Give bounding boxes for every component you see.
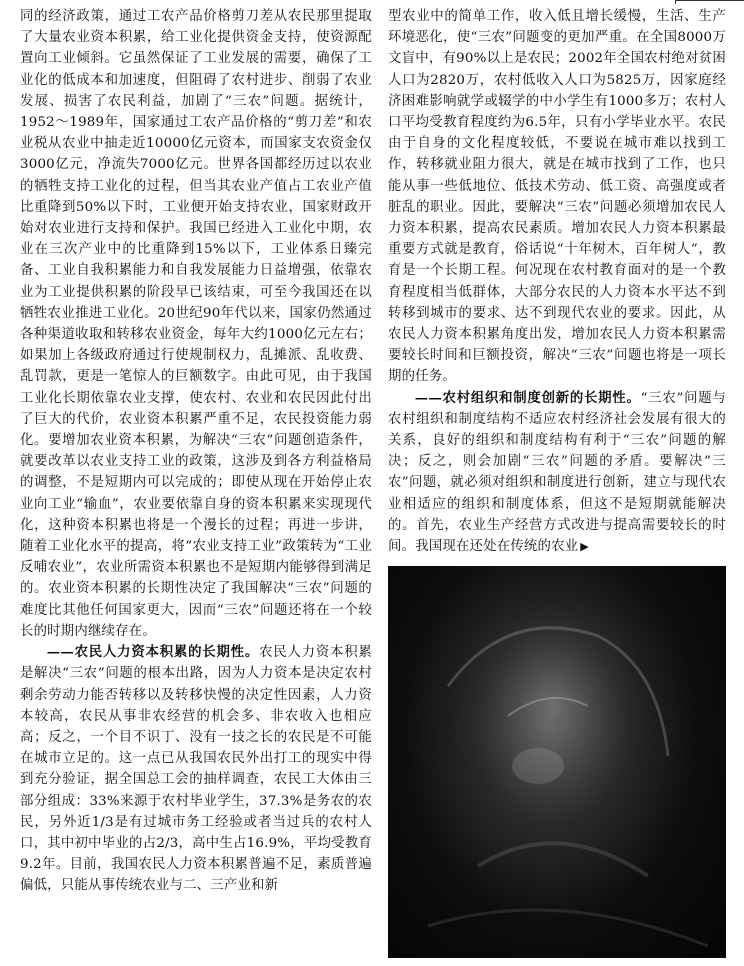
right-column [388, 6, 726, 557]
subheading-organization-innovation: ——农村组织和制度创新的长期性。 [414, 389, 641, 406]
header-rule [675, 0, 744, 4]
dark-photo-illustration [388, 566, 726, 958]
organization-body: “三农”问题与农村组织和制度结构不适应农村经济社会发展有很大的关系，良好的组织和制度结构有利于“三农”问题的解决；反之，则会加剧“三农”问题的矛盾。要解决“三农”问题，就必须对组织和制度进行创新，建立与现代农业相适应的组织和制度体系，但这不是短期就能解决的。首先，农业生产经营方式改进与提高需要较长的时间。我国现在还处在传统的农业 [388, 390, 726, 555]
right-paragraph-human-capital-cont: 型农业中的简单工作，收入低且增长缓慢，生活、生产环境恶化，使“三农”问题变的更加严重。在全国8000万文盲中，有90%以上是农民；2002年全国农村绝对贫困人口为2820万，农村低收入人口为5825万，因家庭经济困难影响就学或辍学的中小学生有1000多万；农村人口平均受教育程度约为6.5年，只有小学毕业水平。农民由于自身的文化程度较低，不要说在城市难以找到工作，转移就业阻力很大，就是在城市找到了工作，也只能从事一些低地位、低技术劳动、低工资、高强度或者脏乱的职业。因此，要解决“三农”问题必须增加农民人力资本积累，提高农民素质。增加农民人力资本积累最重要方式就是教育，俗话说“十年树木，百年树人”，教育是一个长期工程。何况现在农村教育面对的是一个教育程度相当低群体，大部分农民的人力资本水平达不到转移到城市的要求、达不到现代农业的要求。因此，从农民人力资本积累角度出发，增加农民人力资本积累需要较长时间和巨额投资，解决“三农”问题也将是一项长期的任务。 [388, 9, 726, 385]
left-column [20, 6, 372, 897]
left-paragraph-capital-accumulation: 同的经济政策，通过工农产品价格剪刀差从农民那里提取了大量农业资本积累，给工业化提供资金支持，使资源配置向工业倾斜。它虽然保证了工业发展的需要，确保了工业化的低成本和加速度，但阻碍了农村进步、削弱了农业发展、损害了农民利益，加剧了“三农”问题。据统计，1952～1989年，国家通过工农产品价格的“剪刀差”和农业税从农业中抽走近10000亿元资本，而国家支农资金仅3000亿元，净流失7000亿元。世界各国都经历过以农业的牺牲支持工业化的过程，但当其农业产值占工农业产值比重降到50%以下时，工业便开始支持农业，国家财政开始对农业进行支持和保护。我国已经进入工业化中期，农业在三次产业中的比重降到15%以下，工业体系日臻完备、工业自我积累能力和自我发展能力日益增强，依靠农业为工业提供积累的阶段早已该结束，可至今我国还在以牺牲农业推进工业化。20世纪90年代以来，国家仍然通过各种渠道收取和转移农业资金，每年大约1000亿元左右；如果加上各级政府通过行使规制权力，乱摊派、乱收费、乱罚款，更是一笔惊人的巨额数字。由此可见，由于我国工业化长期依靠农业支撑，使农村、农业和农民因此付出了巨大的代价，农业资本积累严重不足，农民投资能力弱化。要增加农业资本积累，为解决“三农”问题创造条件，就要改革以农业支持工业的政策，这涉及到各方利益格局的调整，不是短期内可以完成的；即使从现在开始停止农业向工业“输血”，农业要依靠自身的资本积累来实现现代化，这种资本积累也将是一个漫长的过程；再进一步讲，随着工业化水平的提高，将“农业支持工业”政策转为“工业反哺农业”，农业所需资本积累也不是短期内能够得到满足的。农业资本积累的长期性决定了我国解决“三农”问题的难度比其他任何国家更大，因而“三农”问题还将在一个较长的时期内继续存在。 [20, 9, 372, 639]
human-capital-body: 农民人力资本积累是解决“三农”问题的根本出路，因为人力资本是决定农村剩余劳动力能否转移以及转移快慢的决定性因素，人力资本较高，农民从事非农经营的机会多、非农收入也相应高；反之，一个目不识丁、没有一技之长的农民是不可能在城市立足的。这一点已从我国农民外出打工的现实中得到充分验证，据全国总工会的抽样调查，农民工大体由三部分组成：33%来源于农村毕业学生，37.3%是务农的农民，另外近1/3是有过城市务工经验或者当过兵的农村人口，其中初中毕业的占2/3，高中生占16.9%，平均受教育9.2年。目前，我国农民人力资本积累普遍不足，素质普遍偏低，只能从事传统农业与二、三产业和新 [20, 645, 372, 894]
right-paragraph-organization [388, 388, 726, 558]
article-photo [388, 566, 726, 958]
continue-arrow-icon: ▶ [580, 540, 589, 554]
left-paragraph-human-capital [20, 642, 372, 896]
subheading-human-capital: ——农民人力资本积累的长期性。 [46, 644, 260, 661]
